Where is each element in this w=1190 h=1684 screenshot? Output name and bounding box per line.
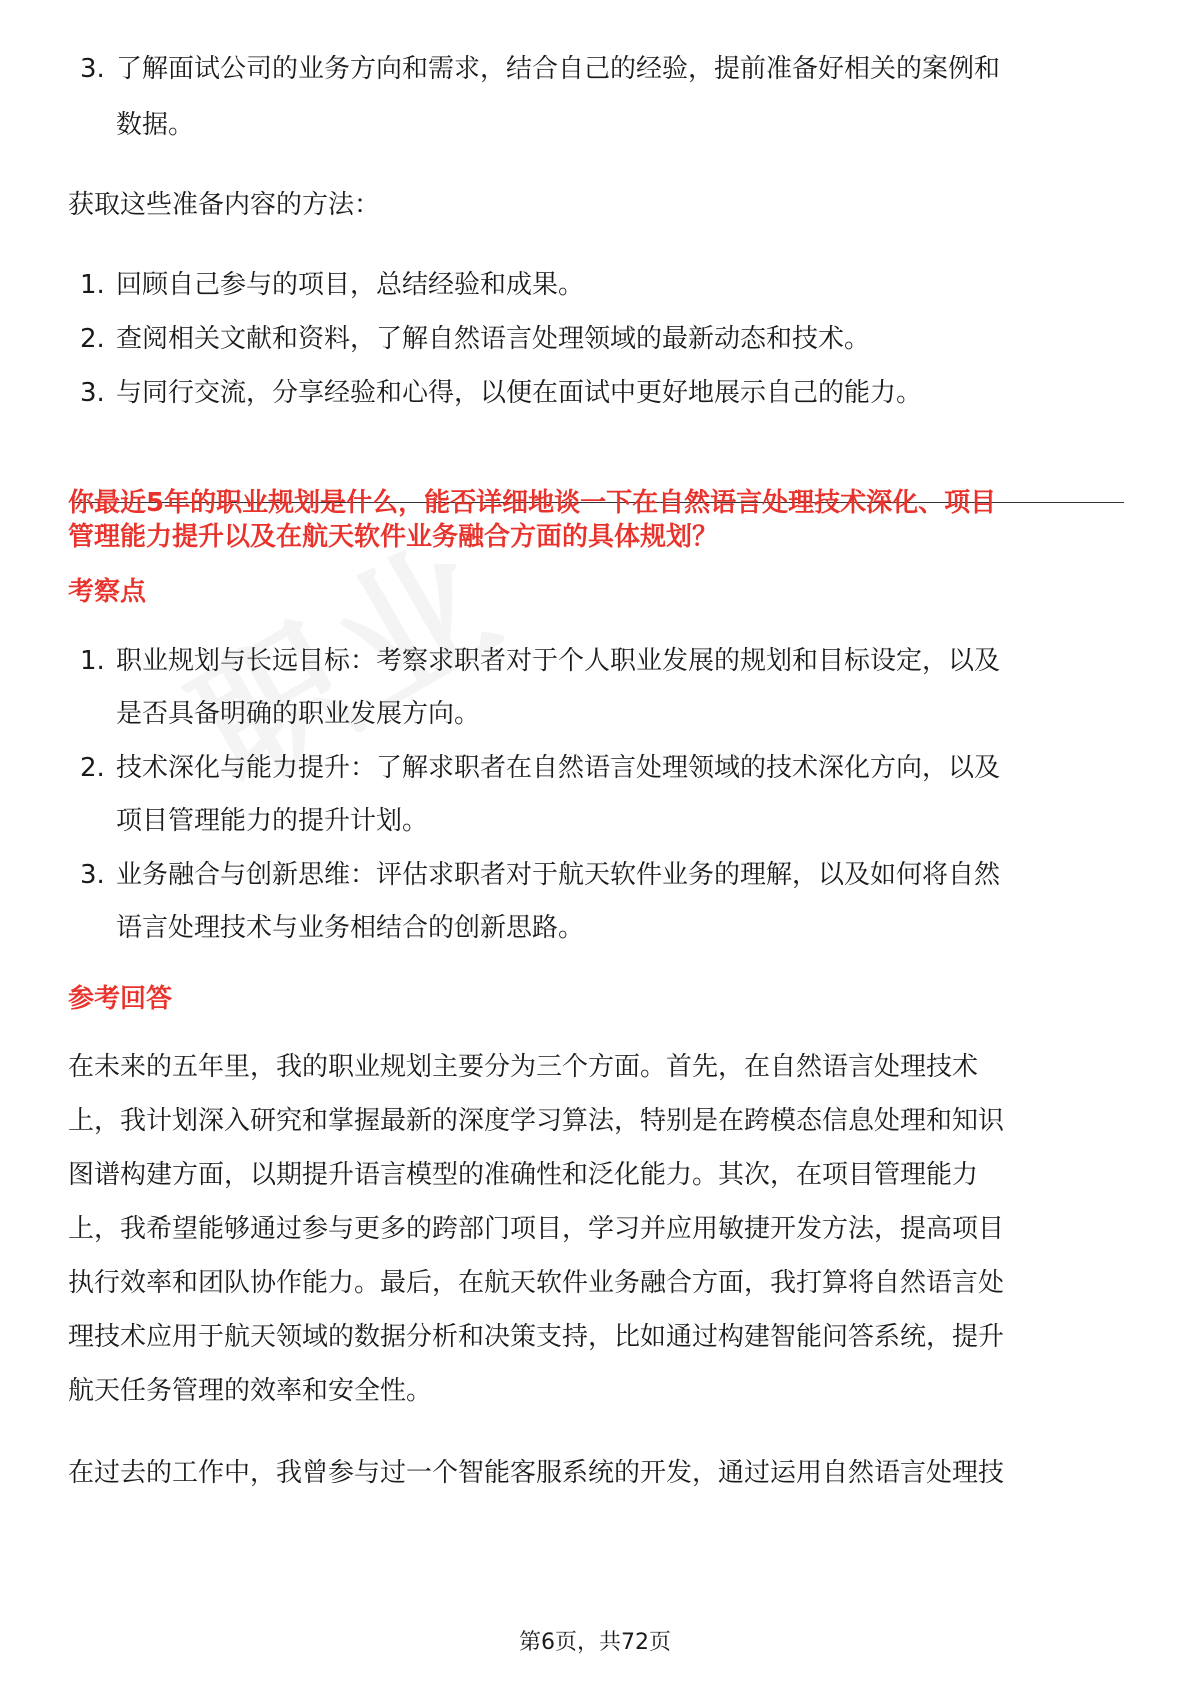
list-item-text: 业务融合与创新思维：评估求职者对于航天软件业务的理解，以及如何将自然 bbox=[116, 860, 1001, 890]
answer-paragraph-line: 执行效率和团队协作能力。最后，在航天软件业务融合方面，我打算将自然语言处 bbox=[68, 1268, 1005, 1298]
list-number: 2. bbox=[80, 324, 105, 354]
exam-points-heading: 考察点 bbox=[68, 577, 147, 607]
list-number: 3. bbox=[80, 54, 105, 84]
answer-paragraph-line: 图谱构建方面，以期提升语言模型的准确性和泛化能力。其次，在项目管理能力 bbox=[68, 1160, 979, 1190]
list-number: 1. bbox=[80, 270, 105, 300]
list-item-text: 与同行交流，分享经验和心得，以便在面试中更好地展示自己的能力。 bbox=[116, 378, 923, 408]
list-item-text: 了解面试公司的业务方向和需求，结合自己的经验，提前准备好相关的案例和 bbox=[116, 54, 1001, 84]
page-footer: 第6页，共72页 bbox=[519, 1630, 671, 1655]
list-number: 2. bbox=[80, 753, 105, 783]
question-title-line: 你最近5年的职业规划是什么，能否详细地谈一下在自然语言处理技术深化、项目 bbox=[68, 488, 997, 518]
answer-paragraph-line: 在未来的五年里，我的职业规划主要分为三个方面。首先，在自然语言处理技术 bbox=[68, 1052, 979, 1082]
list-item-text: 查阅相关文献和资料，了解自然语言处理领域的最新动态和技术。 bbox=[116, 324, 871, 354]
list-item-text: 项目管理能力的提升计划。 bbox=[116, 806, 429, 836]
list-item-text: 数据。 bbox=[116, 110, 195, 140]
answer-paragraph-line: 航天任务管理的效率和安全性。 bbox=[68, 1376, 433, 1406]
list-number: 3. bbox=[80, 378, 105, 408]
answer-paragraph-line: 在过去的工作中，我曾参与过一个智能客服系统的开发，通过运用自然语言处理技 bbox=[68, 1458, 1005, 1488]
answer-paragraph-line: 上，我希望能够通过参与更多的跨部门项目，学习并应用敏捷开发方法，提高项目 bbox=[68, 1214, 1005, 1244]
list-item-text: 职业规划与长远目标：考察求职者对于个人职业发展的规划和目标设定，以及 bbox=[116, 646, 1001, 676]
list-number: 3. bbox=[80, 860, 105, 890]
list-item-text: 是否具备明确的职业发展方向。 bbox=[116, 699, 481, 729]
answer-heading: 参考回答 bbox=[68, 984, 173, 1014]
list-item-text: 回顾自己参与的项目，总结经验和成果。 bbox=[116, 270, 585, 300]
list-item-text: 技术深化与能力提升：了解求职者在自然语言处理领域的技术深化方向，以及 bbox=[116, 753, 1001, 783]
answer-paragraph-line: 上，我计划深入研究和掌握最新的深度学习算法，特别是在跨模态信息处理和知识 bbox=[68, 1106, 1005, 1136]
answer-paragraph-line: 理技术应用于航天领域的数据分析和决策支持，比如通过构建智能问答系统，提升 bbox=[68, 1322, 1005, 1352]
list-number: 1. bbox=[80, 646, 105, 676]
question-title-line: 管理能力提升以及在航天软件业务融合方面的具体规划？ bbox=[68, 522, 719, 552]
methods-intro: 获取这些准备内容的方法： bbox=[68, 190, 381, 220]
list-item-text: 语言处理技术与业务相结合的创新思路。 bbox=[116, 913, 585, 943]
